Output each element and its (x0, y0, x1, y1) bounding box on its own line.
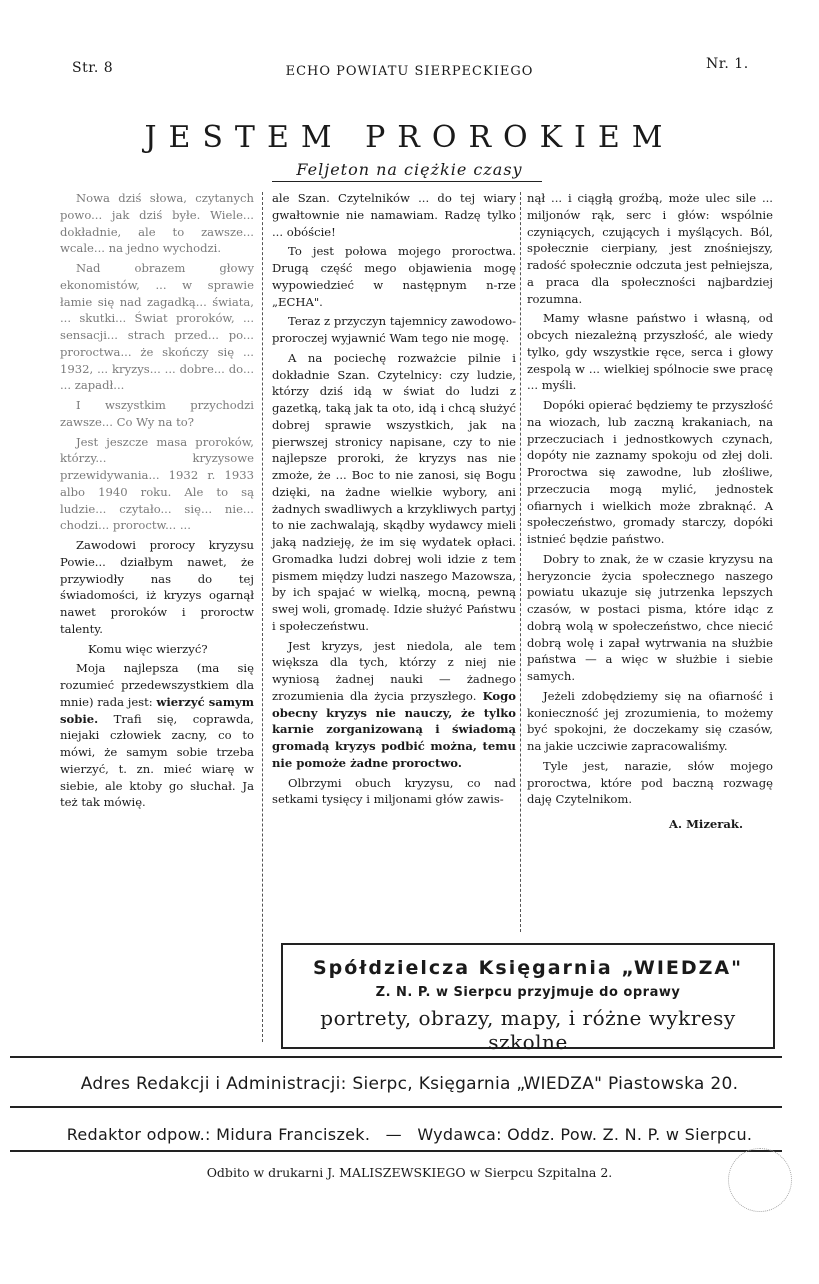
paragraph: Tyle jest, narazie, słów mojego proroctwa, które pod baczną rozwagę daję Czytelnikom. (527, 758, 773, 807)
paragraph: Teraz z przyczyn tajemnicy zawodowo-proroczej wyjawnić Wam tego nie mogę. (272, 314, 516, 345)
printer-credit: Odbito w drukarni J. MALISZEWSKIEGO w Sierpcu Szpitalna 2. (206, 1165, 613, 1180)
article-subtitle: Feljeton na ciężkie czasy (296, 160, 523, 179)
issue-number: Nr. 1. (706, 56, 749, 72)
paragraph: I wszystkim przychodzi zawsze... Co Wy na to? (60, 398, 254, 429)
ad-subline: Z. N. P. w Sierpcu przyjmuje do oprawy (375, 985, 681, 1000)
paragraph: Mamy własne państwo i własną, od obcych niezależną przyszłość, ale wiedy tylko, gdy wszystkie ręce, serca i głowy zespolą w ... wielkiej spólnocie swe pracę ... myśli. (527, 311, 773, 393)
article-column-2 (272, 190, 516, 811)
library-stamp (728, 1148, 792, 1212)
paragraph: Jeżeli zdobędziemy się na ofiarność i konieczność jej zrozumienia, to możemy być spokojni, że doczekamy się czasów, na jakie uczciwie zapracowaliśmy. (527, 688, 773, 753)
footer-rule-bottom (10, 1150, 782, 1152)
paragraph: ale Szan. Czytelników ... do tej wiary gwałtownie nie namawiam. Radzę tylko ... obóście! (272, 191, 516, 239)
newspaper-name: ECHO POWIATU SIERPECKIEGO (285, 64, 534, 79)
article-title: JESTEM PROROKIEM (144, 120, 675, 155)
paragraph (272, 638, 516, 772)
paragraph: nął ... i ciągłą groźbą, może ulec sile ... miljonów rąk, serc i głów: wspólnie czyniących, czujących i myślących. Ból, społecznie cierpiany, jest znośniejszy, radość społecznie odczuta jest pełniejsza, a praca dla społeczności najbardziej rozumna. (527, 191, 773, 306)
footer-rule-top (10, 1056, 782, 1058)
paragraph: Dobry to znak, że w czasie kryzysu na heryzoncie życia społecznego naszego powiatu ukazuje się jutrzenka lepszych czasów, w postaci pisma, które idąc z dobrą wolą w społeczeństwo, chce niecić dobrą wolę i zapał wytrwania na służbie państwa — a więc w służbie i siebie samych. (527, 551, 773, 683)
paragraph: A na pociechę rozważcie pilnie i dokładnie Szan. Czytelnicy: czy ludzie, którzy dziś idą w świat do ludzi z gazetką, taką jak ta oto, idą i chcą służyć dobrej sprawie wszystkich, jak na pierwszej stronicy napisane, czy to nie najlepsze proroki, że kryzys nas nie zmoże, że ... Boc to nie zanosi, się Bogu dzięki, na żadne wielkie wybory, ani żadnych swadliwych a krzykliwych partyj to nie zachwalają, skądby wydawcy mieli jaką nadzieję, że im się wydatek opłaci. Gromadka ludzi dobrej woli idzie z tem pismem między ludzi naszego Mazowsza, by ich spajać w wielką, mocną, pewną swej woli, gromadę. Idzie służyć Państwu i społeczeństwu. (272, 350, 516, 633)
paragraph-text: Trafi się, coprawda, niejaki człowiek zacny, co to mówi, że samym sobie trzeba wierzyć, t. zn. mieć wiarę w siebie, ale ktoby go słuchał. Ja też tak mówię. (60, 711, 254, 810)
page-number: Str. 8 (72, 60, 114, 76)
paragraph: Olbrzymi obuch kryzysu, co nad setkami tysięcy i miljonami głów zawis- (272, 775, 516, 807)
article-column-3 (527, 190, 773, 836)
footer-rule-middle (10, 1106, 782, 1108)
subtitle-rule (272, 181, 542, 182)
column-divider-1 (262, 192, 263, 1042)
editor-publisher-line (0, 1125, 819, 1144)
paragraph: Nad obrazem głowy ekonomistów, ... w sprawie łamie się nad zagadką... świata, ... skutki... Świat proroków, ... sensacji... strach przed... po... proroctwa... że skończy się ... 1932, ... kryzys... ... dobre... do... ... zapadł... (60, 261, 254, 393)
separator-dash: — (385, 1125, 402, 1144)
editorial-address: Adres Redakcji i Administracji: Sierpc, Księgarnia „WIEDZA" Piastowska 20. (80, 1074, 739, 1094)
ad-services: portrety, obrazy, mapy, i różne wykresy szkolne (320, 1006, 736, 1054)
paragraph: Jest jeszcze masa proroków, którzy... kryzysowe przewidywania... 1932 r. 1933 albo 1940 roku. Ale to są ludzie... czytało... się... nie... chodzi... proroctw... ... (60, 434, 254, 533)
editor-credit: Redaktor odpow.: Midura Franciszek. (66, 1125, 371, 1144)
emphasis-text: wierzyć samym sobie. (60, 694, 255, 726)
author-signature: A. Mizerak. (669, 817, 743, 831)
paragraph: Dopóki opierać będziemy te przyszłość na wiozach, lub zaczną krakaniach, na przeczuciach i jednostkowych czynach, dopóty nie zaznamy spokoju od złej doli. Proroctwa się zawodne, lub złośliwe, przeczucia mogą mylić, jednostek ofiarnych i wielkich może zbraknąć. A społeczeństwo, gromady starczy, dopóki istnieć będzie państwo. (527, 398, 773, 546)
ad-headline: Spółdzielcza Księgarnia „WIEDZA" (312, 957, 744, 979)
paragraph: To jest połowa mojego proroctwa. Drugą część mego objawienia mogę wypowiedzieć w następnym n-rze „ECHA". (272, 244, 516, 309)
paragraph-text: Jest kryzys, jest niedola, ale tem większa dla tych, którzy z niej nie wyniosą żadnej nauki — żadnego zrozumienia dla życia przyszłego. (272, 638, 516, 703)
paragraph: Nowa dziś słowa, czytanych powo... jak dziś byłe. Wiele... dokładnie, ale to zawsze... wcale... na jedno wychodzi. (60, 191, 254, 256)
paragraph: Zawodowi prorocy kryzysu Powie... działbym nawet, że przywiodły nas do tej świadomości, iż kryzys ogarnął nawet proroków i proroctw talenty. (60, 538, 254, 636)
paragraph (60, 660, 254, 811)
bookstore-advertisement (281, 943, 775, 1054)
paragraph: Komu więc wierzyć? (88, 641, 208, 656)
article-column-1 (60, 190, 254, 814)
emphasis-text: Kogo obecny kryzys nie nauczy, że tylko karnie zorganizowaną i świadomą gromadą kryzys podbić można, temu nie pomoże żadne proroctwo. (272, 688, 516, 770)
paragraph-text: Moja najlepsza (ma się rozumieć przedewszystkiem dla mnie) rada jest: (60, 661, 254, 709)
publisher-credit: Wydawca: Oddz. Pow. Z. N. P. w Sierpcu. (417, 1125, 753, 1144)
column-divider-2 (520, 192, 521, 932)
